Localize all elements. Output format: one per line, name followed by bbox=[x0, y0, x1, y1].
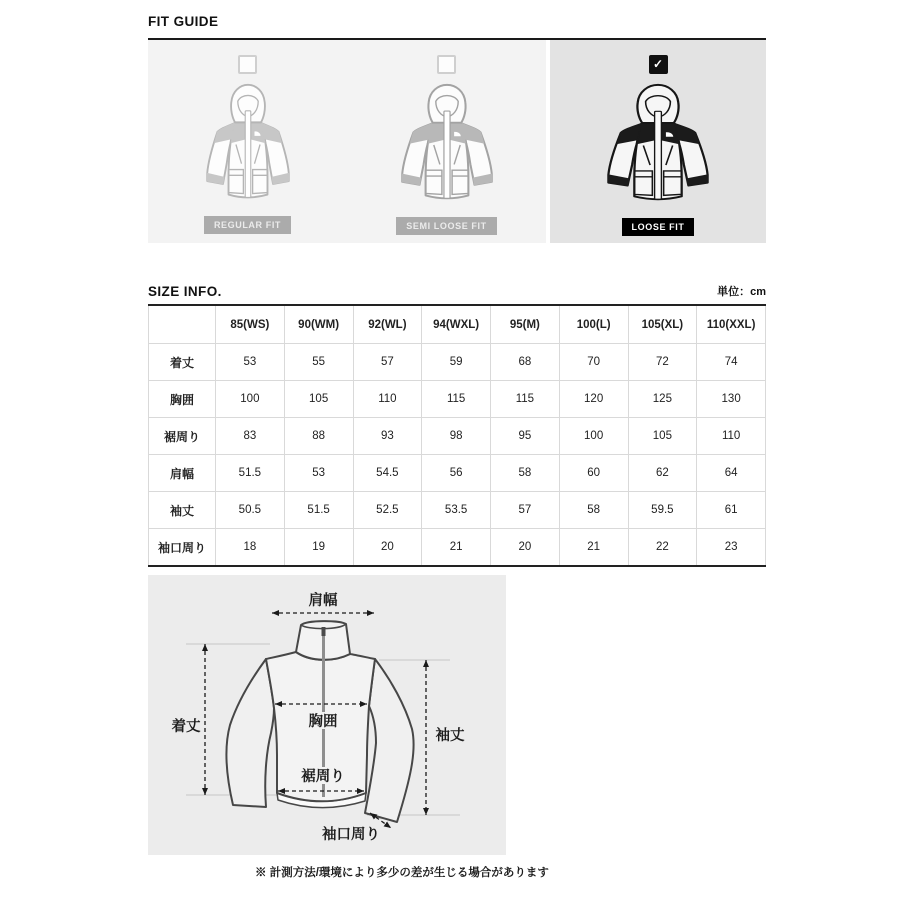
footnote: ※ 計測方法/環境により多少の差が生じる場合があります bbox=[255, 867, 549, 879]
fit-option-loose[interactable] bbox=[550, 40, 766, 243]
size-row-label: 肩幅 bbox=[149, 455, 216, 492]
fit-option-semi-loose[interactable] bbox=[347, 40, 546, 243]
size-info-title: SIZE INFO. bbox=[148, 284, 222, 299]
fit-option-label: LOOSE FIT bbox=[622, 218, 695, 236]
size-cell: 83 bbox=[216, 418, 285, 455]
size-column-header: 85(WS) bbox=[216, 305, 285, 344]
size-cell: 53.5 bbox=[422, 492, 491, 529]
size-cell: 59 bbox=[422, 344, 491, 381]
size-cell: 61 bbox=[697, 492, 766, 529]
size-cell: 72 bbox=[628, 344, 697, 381]
size-column-header: 100(L) bbox=[559, 305, 628, 344]
size-column-header: 105(XL) bbox=[628, 305, 697, 344]
size-row-label: 着丈 bbox=[149, 344, 216, 381]
jacket-illustration bbox=[596, 81, 720, 210]
size-cell: 18 bbox=[216, 529, 285, 567]
size-cell: 100 bbox=[216, 381, 285, 418]
sleeve-length-label: 袖丈 bbox=[435, 728, 465, 744]
size-cell: 115 bbox=[422, 381, 491, 418]
size-table-row bbox=[149, 529, 766, 567]
fit-option-label: REGULAR FIT bbox=[204, 216, 291, 234]
size-table-row bbox=[149, 492, 766, 529]
fit-options bbox=[148, 40, 766, 243]
size-cell: 51.5 bbox=[216, 455, 285, 492]
size-column-header: 92(WL) bbox=[353, 305, 422, 344]
size-column-header: 95(M) bbox=[491, 305, 560, 344]
size-row-label: 裾周り bbox=[149, 418, 216, 455]
size-cell: 70 bbox=[559, 344, 628, 381]
size-cell: 52.5 bbox=[353, 492, 422, 529]
size-cell: 110 bbox=[697, 418, 766, 455]
size-cell: 20 bbox=[353, 529, 422, 567]
size-cell: 64 bbox=[697, 455, 766, 492]
size-cell: 56 bbox=[422, 455, 491, 492]
checkbox-icon[interactable] bbox=[238, 55, 257, 74]
shoulder-width-label: 肩幅 bbox=[308, 593, 338, 609]
hem-label: 裾周り bbox=[301, 769, 345, 785]
size-table-row bbox=[149, 418, 766, 455]
size-cell: 98 bbox=[422, 418, 491, 455]
size-cell: 105 bbox=[628, 418, 697, 455]
size-cell: 22 bbox=[628, 529, 697, 567]
size-cell: 58 bbox=[491, 455, 560, 492]
size-cell: 57 bbox=[353, 344, 422, 381]
size-cell: 88 bbox=[284, 418, 353, 455]
size-row-label: 袖丈 bbox=[149, 492, 216, 529]
length-label: 着丈 bbox=[171, 719, 201, 735]
measurement-diagram bbox=[148, 575, 506, 855]
size-cell: 23 bbox=[697, 529, 766, 567]
size-cell: 21 bbox=[559, 529, 628, 567]
cuff-label: 袖口周り bbox=[322, 827, 380, 843]
size-cell: 20 bbox=[491, 529, 560, 567]
fit-option-label: SEMI LOOSE FIT bbox=[396, 217, 496, 235]
size-cell: 50.5 bbox=[216, 492, 285, 529]
fit-guide-section bbox=[148, 14, 766, 243]
checkbox-icon[interactable] bbox=[437, 55, 456, 74]
size-cell: 58 bbox=[559, 492, 628, 529]
jacket-illustration bbox=[391, 81, 503, 209]
size-cell: 53 bbox=[284, 455, 353, 492]
size-column-header: 90(WM) bbox=[284, 305, 353, 344]
size-table-row bbox=[149, 381, 766, 418]
size-column-header: 110(XXL) bbox=[697, 305, 766, 344]
size-cell: 51.5 bbox=[284, 492, 353, 529]
fit-option-regular[interactable] bbox=[148, 40, 347, 243]
size-cell: 57 bbox=[491, 492, 560, 529]
size-cell: 115 bbox=[491, 381, 560, 418]
zip-pull bbox=[322, 627, 326, 636]
size-cell: 95 bbox=[491, 418, 560, 455]
measurement-diagram-svg bbox=[148, 575, 506, 855]
size-table-corner bbox=[149, 305, 216, 344]
unit-label: 単位：cm bbox=[717, 286, 766, 298]
size-cell: 54.5 bbox=[353, 455, 422, 492]
size-row-label: 袖口周り bbox=[149, 529, 216, 567]
fit-guide-title: FIT GUIDE bbox=[148, 14, 219, 29]
size-row-label: 胸囲 bbox=[149, 381, 216, 418]
size-cell: 68 bbox=[491, 344, 560, 381]
size-cell: 59.5 bbox=[628, 492, 697, 529]
size-cell: 93 bbox=[353, 418, 422, 455]
size-cell: 120 bbox=[559, 381, 628, 418]
size-cell: 62 bbox=[628, 455, 697, 492]
size-table bbox=[148, 304, 766, 567]
size-cell: 19 bbox=[284, 529, 353, 567]
size-cell: 105 bbox=[284, 381, 353, 418]
checkbox-checked-icon[interactable]: ✓ bbox=[649, 55, 668, 74]
chest-label: 胸囲 bbox=[308, 714, 338, 730]
size-cell: 53 bbox=[216, 344, 285, 381]
size-cell: 74 bbox=[697, 344, 766, 381]
size-cell: 100 bbox=[559, 418, 628, 455]
size-table-row bbox=[149, 455, 766, 492]
jacket-illustration bbox=[197, 81, 299, 208]
page-content bbox=[148, 14, 766, 880]
size-cell: 130 bbox=[697, 381, 766, 418]
size-cell: 21 bbox=[422, 529, 491, 567]
size-table-row bbox=[149, 344, 766, 381]
size-info-section bbox=[148, 283, 766, 567]
size-cell: 55 bbox=[284, 344, 353, 381]
size-column-header: 94(WXL) bbox=[422, 305, 491, 344]
size-cell: 60 bbox=[559, 455, 628, 492]
size-cell: 125 bbox=[628, 381, 697, 418]
size-cell: 110 bbox=[353, 381, 422, 418]
